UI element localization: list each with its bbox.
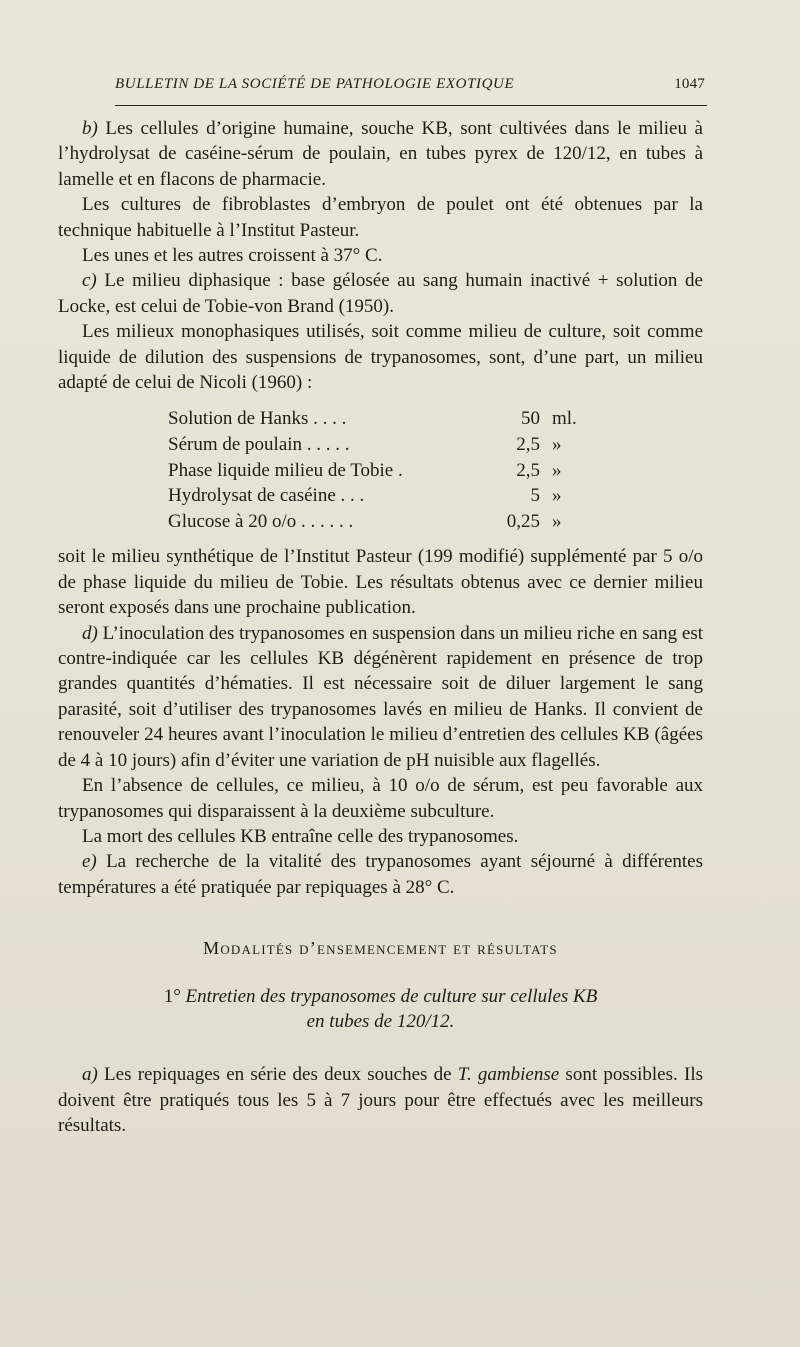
paragraph-a-text-2: sont possibles. Ils doivent être pratiqués tous les 5 à 7 jours pour être effectués avec les meilleurs résultats. — [58, 1064, 703, 1137]
recipe-quantity: 50 — [521, 408, 540, 430]
recipe-ingredient: Hydrolysat de caséine . . . — [168, 485, 365, 507]
recipe-unit: » — [552, 510, 562, 532]
subsection-heading — [58, 984, 703, 1035]
running-header — [115, 76, 705, 93]
paragraph-a — [58, 1062, 703, 1138]
paragraph-e — [58, 849, 703, 900]
paragraph-b-text: Les cellules d’origine humaine, souche KB, sont cultivées dans le milieu à l’hydrolysat de caséine-sérum de poulain, en tubes pyrex de 120/12, en tubes à lamelle et en flacons de pharmacie. — [58, 118, 703, 190]
paragraph-fibroblasts: Les cultures de fibroblastes d’embryon de poulet ont été obtenues par la technique habituelle à l’Institut Pasteur. — [58, 194, 703, 241]
recipe-quantity: 2,5 — [516, 434, 540, 456]
subsection-title-line-1: Entretien des trypanosomes de culture sur cellules KB — [185, 985, 598, 1007]
recipe-row — [168, 432, 612, 458]
recipe-row — [168, 509, 612, 535]
item-label-e: e) — [82, 851, 97, 873]
paragraph-absence: En l’absence de cellules, ce milieu, à 10 o/o de sérum, est peu favorable aux trypanosomes qui disparaissent à la deuxième subculture. — [58, 775, 703, 822]
paragraph-d-text: L’inoculation des trypanosomes en suspension dans un milieu riche en sang est contre-indiquée car les cellules KB dégénèrent rapidement en présence de trop grandes quantités d’hématies. Il est nécessaire soit de diluer largement le sang parasité, soit d’utiliser des trypanosomes lavés en milieu de Hanks. Il convient de renouveler 24 heures avant l’inoculation le milieu d’entretien des cellules KB (âgées de 4 à 10 jours) afin d’éviter une variation de pH nuisible aux flagellés. — [58, 622, 703, 771]
recipe-ingredient: Sérum de poulain . . . . . — [168, 434, 350, 456]
recipe-quantity: 5 — [530, 485, 540, 507]
item-label-c: c) — [82, 270, 97, 292]
paragraph-a-text-1: Les repiquages en série des deux souches de — [97, 1064, 458, 1086]
recipe-ingredient: Glucose à 20 o/o . . . . . . — [168, 510, 354, 532]
recipe-ingredient: Phase liquide milieu de Tobie . — [168, 459, 403, 481]
medium-composition-table — [168, 406, 612, 534]
subsection-title-line-2: en tubes de 120/12. — [306, 1010, 455, 1032]
paragraph-synthetic-medium: soit le milieu synthétique de l’Institut Pasteur (199 modifié) supplémenté par 5 o/o de phase liquide du milieu de Tobie. Les résultats obtenus avec ce dernier milieu seront exposés dans une prochaine publication. — [58, 546, 703, 619]
recipe-unit: » — [552, 434, 562, 456]
recipe-quantity: 0,25 — [506, 510, 540, 532]
article-body — [58, 116, 703, 1139]
item-label-b: b) — [82, 118, 98, 139]
recipe-unit: » — [552, 485, 562, 507]
paragraph-d — [58, 621, 703, 773]
paragraph-death: La mort des cellules KB entraîne celle des trypanosomes. — [82, 825, 519, 847]
recipe-row — [168, 406, 612, 432]
page-number: 1047 — [674, 76, 705, 92]
section-heading: Modalités d’ensemencement et résultats — [203, 938, 558, 959]
journal-title: BULLETIN DE LA SOCIÉTÉ DE PATHOLOGIE EXOTIQUE — [115, 76, 515, 92]
paragraph-monophasic: Les milieux monophasiques utilisés, soit comme milieu de culture, soit comme liquide de dilution des suspensions de trypanosomes, sont, d’une part, un milieu adapté de celui de Nicoli (1960) : — [58, 321, 703, 394]
header-rule — [115, 105, 707, 106]
recipe-row — [168, 483, 612, 509]
paragraph-c-text: Le milieu diphasique : base gélosée au sang humain inactivé + solution de Locke, est celui de Tobie-von Brand (1950). — [58, 270, 703, 317]
recipe-quantity: 2,5 — [516, 459, 540, 481]
recipe-unit: » — [552, 459, 562, 481]
paragraph-e-text: La recherche de la vitalité des trypanosomes ayant séjourné à différentes températures a été pratiquée par repiquages à 28° C. — [58, 851, 703, 898]
item-label-a: a) — [82, 1064, 98, 1086]
paragraph-b — [58, 116, 703, 192]
recipe-row — [168, 458, 612, 484]
item-label-d: d) — [82, 622, 98, 644]
recipe-ingredient: Solution de Hanks . . . . — [168, 408, 347, 430]
paragraph-temperature: Les unes et les autres croissent à 37° C. — [82, 245, 383, 267]
species-name: T. gambiense — [457, 1064, 560, 1086]
recipe-unit: ml. — [552, 408, 577, 430]
paragraph-c — [58, 268, 703, 319]
subsection-number: 1° — [163, 985, 181, 1007]
